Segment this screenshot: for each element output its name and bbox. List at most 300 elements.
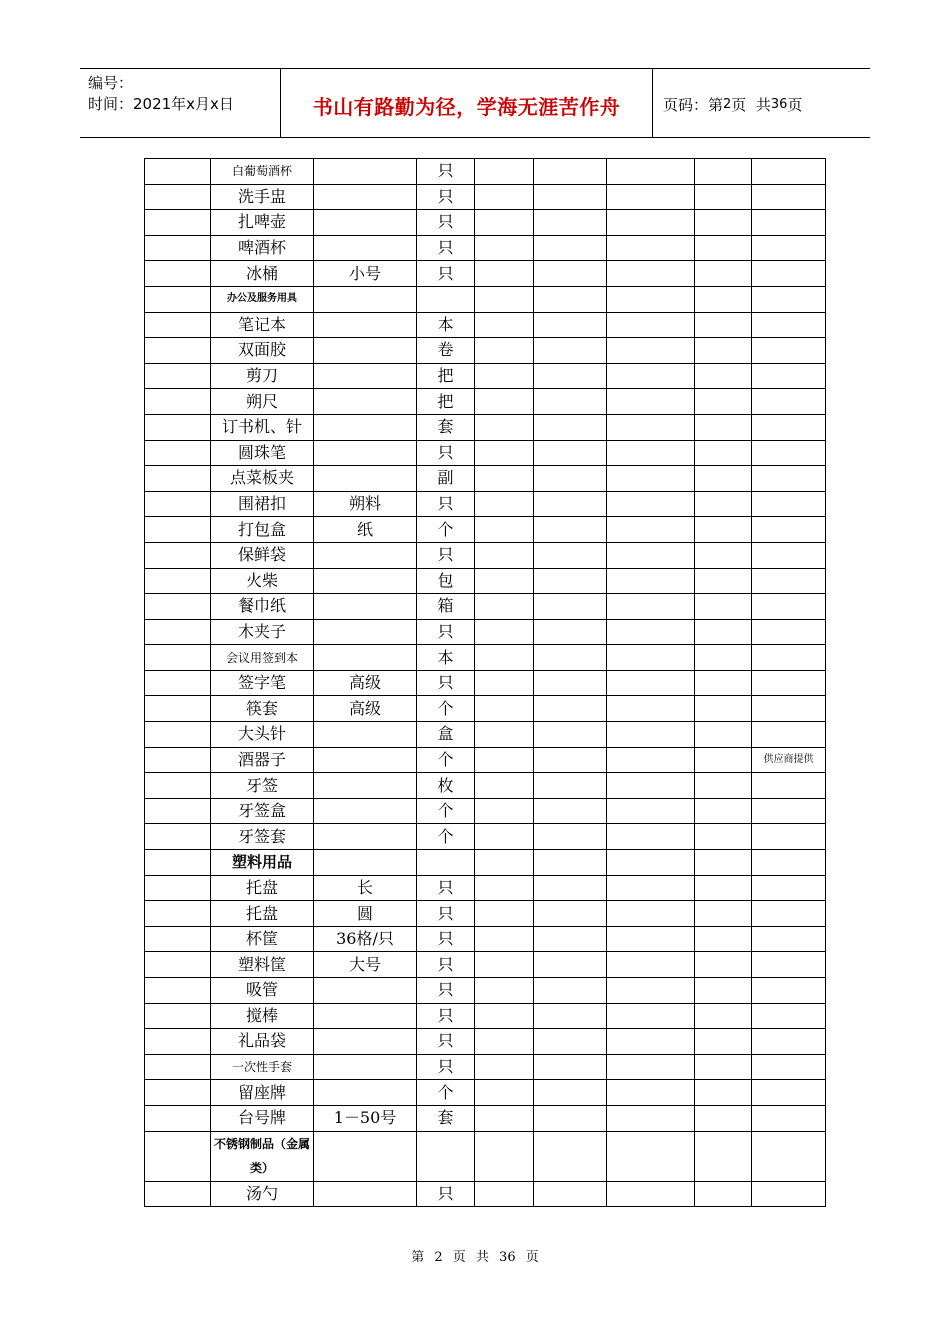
item-spec-cell (314, 440, 417, 466)
index-cell (145, 235, 211, 261)
index-cell (145, 338, 211, 364)
blank-cell (475, 1181, 534, 1207)
item-name-cell: 塑料筐 (211, 952, 314, 978)
blank-cell (695, 1054, 752, 1080)
blank-cell (534, 952, 607, 978)
item-note-cell (752, 722, 826, 748)
item-note-cell (752, 1080, 826, 1106)
page-suffix: 页 (787, 95, 803, 114)
table-row (145, 363, 826, 389)
item-spec-cell (314, 645, 417, 671)
item-note-cell (752, 952, 826, 978)
blank-cell (475, 338, 534, 364)
item-name-cell: 礼品袋 (211, 1029, 314, 1055)
blank-cell (695, 952, 752, 978)
table-row (145, 645, 826, 671)
table-row (145, 466, 826, 492)
blank-cell (607, 1029, 695, 1055)
blank-cell (607, 491, 695, 517)
blank-cell (695, 1181, 752, 1207)
item-name-cell: 餐巾纸 (211, 594, 314, 620)
blank-cell (695, 722, 752, 748)
blank-cell (695, 389, 752, 415)
item-note-cell (752, 414, 826, 440)
item-note-cell (752, 159, 826, 185)
item-spec-cell (314, 773, 417, 799)
blank-cell (695, 210, 752, 236)
item-unit-cell: 把 (417, 389, 475, 415)
index-cell (145, 414, 211, 440)
index-cell (145, 466, 211, 492)
blank-cell (607, 542, 695, 568)
item-name-cell: 白葡萄酒杯 (211, 159, 314, 185)
item-note-cell (752, 773, 826, 799)
table-row (145, 1003, 826, 1029)
item-unit-cell: 只 (417, 235, 475, 261)
blank-cell (695, 517, 752, 543)
table-row (145, 389, 826, 415)
item-note-cell (752, 568, 826, 594)
table-row (145, 235, 826, 261)
item-spec-cell (314, 210, 417, 236)
item-name-cell: 木夹子 (211, 619, 314, 645)
blank-cell (534, 901, 607, 927)
table-row (145, 824, 826, 850)
blank-cell (475, 798, 534, 824)
blank-cell (475, 568, 534, 594)
item-spec-cell: 小号 (314, 261, 417, 287)
item-spec-cell (314, 978, 417, 1004)
blank-cell (475, 901, 534, 927)
item-note-cell (752, 184, 826, 210)
item-note-cell (752, 978, 826, 1004)
blank-cell (534, 1131, 607, 1181)
blank-cell (607, 901, 695, 927)
blank-cell (695, 542, 752, 568)
table-row (145, 491, 826, 517)
blank-cell (534, 312, 607, 338)
item-name-cell: 大头针 (211, 722, 314, 748)
blank-cell (475, 952, 534, 978)
blank-cell (607, 159, 695, 185)
blank-cell (607, 773, 695, 799)
item-name-cell: 牙签套 (211, 824, 314, 850)
item-name-cell: 塑料用品 (211, 850, 314, 876)
blank-cell (607, 363, 695, 389)
blank-cell (475, 184, 534, 210)
blank-cell (534, 747, 607, 773)
item-spec-cell (314, 798, 417, 824)
blank-cell (607, 389, 695, 415)
blank-cell (607, 747, 695, 773)
item-name-cell: 订书机、针 (211, 414, 314, 440)
blank-cell (695, 670, 752, 696)
item-spec-cell: 纸 (314, 517, 417, 543)
index-cell (145, 363, 211, 389)
blank-cell (607, 850, 695, 876)
item-unit-cell: 只 (417, 210, 475, 236)
item-name-cell: 办公及服务用具 (211, 286, 314, 312)
item-note-cell (752, 850, 826, 876)
item-unit-cell: 只 (417, 261, 475, 287)
blank-cell (695, 1105, 752, 1131)
index-cell (145, 645, 211, 671)
blank-cell (607, 312, 695, 338)
blank-cell (534, 798, 607, 824)
item-spec-cell (314, 824, 417, 850)
blank-cell (475, 1131, 534, 1181)
blank-cell (534, 670, 607, 696)
table-row (145, 568, 826, 594)
item-name-cell: 剪刀 (211, 363, 314, 389)
header-meta (80, 69, 280, 137)
item-note-cell (752, 542, 826, 568)
blank-cell (475, 645, 534, 671)
table-row (145, 338, 826, 364)
table-row (145, 1131, 826, 1181)
index-cell (145, 952, 211, 978)
item-note-cell (752, 261, 826, 287)
item-unit-cell: 卷 (417, 338, 475, 364)
item-note-cell (752, 670, 826, 696)
index-cell (145, 594, 211, 620)
blank-cell (607, 261, 695, 287)
item-spec-cell (314, 850, 417, 876)
item-unit-cell: 个 (417, 1080, 475, 1106)
table-row (145, 261, 826, 287)
table-row (145, 1105, 826, 1131)
index-cell (145, 696, 211, 722)
table-row (145, 312, 826, 338)
item-note-cell (752, 696, 826, 722)
item-note-cell (752, 1029, 826, 1055)
item-name-cell: 火柴 (211, 568, 314, 594)
blank-cell (475, 1003, 534, 1029)
item-name-cell: 笔记本 (211, 312, 314, 338)
blank-cell (607, 440, 695, 466)
item-unit-cell: 只 (417, 1054, 475, 1080)
blank-cell (534, 926, 607, 952)
page-prefix: 页码：第 (663, 95, 724, 114)
item-name-cell: 冰桶 (211, 261, 314, 287)
blank-cell (475, 363, 534, 389)
item-note-cell (752, 210, 826, 236)
blank-cell (695, 1080, 752, 1106)
item-name-cell: 托盘 (211, 901, 314, 927)
blank-cell (475, 1105, 534, 1131)
blank-cell (475, 722, 534, 748)
blank-cell (534, 645, 607, 671)
item-spec-cell (314, 312, 417, 338)
blank-cell (534, 159, 607, 185)
blank-cell (607, 619, 695, 645)
item-name-cell: 杯筐 (211, 926, 314, 952)
blank-cell (607, 670, 695, 696)
item-note-cell (752, 466, 826, 492)
item-spec-cell (314, 414, 417, 440)
blank-cell (695, 184, 752, 210)
blank-cell (695, 824, 752, 850)
item-unit-cell: 箱 (417, 594, 475, 620)
index-cell (145, 875, 211, 901)
item-name-cell: 扎啤壶 (211, 210, 314, 236)
blank-cell (475, 594, 534, 620)
blank-cell (607, 1054, 695, 1080)
blank-cell (475, 491, 534, 517)
item-unit-cell: 盒 (417, 722, 475, 748)
blank-cell (695, 235, 752, 261)
blank-cell (695, 850, 752, 876)
blank-cell (695, 978, 752, 1004)
item-spec-cell: 长 (314, 875, 417, 901)
item-unit-cell: 只 (417, 952, 475, 978)
blank-cell (475, 619, 534, 645)
blank-cell (607, 184, 695, 210)
item-spec-cell: 大号 (314, 952, 417, 978)
item-name-cell: 会议用签到本 (211, 645, 314, 671)
item-spec-cell (314, 389, 417, 415)
item-spec-cell: 圆 (314, 901, 417, 927)
index-cell (145, 261, 211, 287)
table-body (145, 159, 826, 1207)
table-row (145, 517, 826, 543)
table-row (145, 184, 826, 210)
blank-cell (607, 722, 695, 748)
blank-cell (607, 210, 695, 236)
table-row (145, 722, 826, 748)
item-name-cell: 搅棒 (211, 1003, 314, 1029)
blank-cell (695, 1003, 752, 1029)
blank-cell (607, 798, 695, 824)
blank-cell (534, 389, 607, 415)
motto: 书山有路勤为径，学海无涯苦作舟 (280, 69, 653, 137)
blank-cell (534, 440, 607, 466)
item-name-cell: 保鲜袋 (211, 542, 314, 568)
page-mid: 页 共 (731, 95, 771, 114)
item-spec-cell: 高级 (314, 670, 417, 696)
table-row (145, 542, 826, 568)
item-note-cell (752, 1131, 826, 1181)
item-note-cell (752, 926, 826, 952)
index-cell (145, 1131, 211, 1181)
table-row (145, 926, 826, 952)
blank-cell (607, 466, 695, 492)
table-row (145, 414, 826, 440)
item-unit-cell: 只 (417, 978, 475, 1004)
item-unit-cell: 只 (417, 542, 475, 568)
table-row (145, 1181, 826, 1207)
blank-cell (695, 312, 752, 338)
table-row (145, 210, 826, 236)
blank-cell (695, 1131, 752, 1181)
item-spec-cell (314, 568, 417, 594)
index-cell (145, 286, 211, 312)
item-note-cell (752, 1054, 826, 1080)
index-cell (145, 517, 211, 543)
item-note-cell (752, 491, 826, 517)
item-note-cell (752, 1181, 826, 1207)
item-unit-cell: 只 (417, 1181, 475, 1207)
item-note-cell (752, 1105, 826, 1131)
item-unit-cell: 只 (417, 491, 475, 517)
blank-cell (607, 952, 695, 978)
table-row (145, 286, 826, 312)
item-spec-cell (314, 235, 417, 261)
time-label: 时间：2021年x月x日 (88, 95, 234, 113)
index-cell (145, 798, 211, 824)
blank-cell (607, 338, 695, 364)
supplies-table (144, 158, 826, 1207)
blank-cell (695, 594, 752, 620)
index-cell (145, 670, 211, 696)
item-spec-cell (314, 286, 417, 312)
blank-cell (607, 517, 695, 543)
table-row (145, 875, 826, 901)
item-name-cell: 一次性手套 (211, 1054, 314, 1080)
blank-cell (534, 594, 607, 620)
item-unit-cell: 副 (417, 466, 475, 492)
item-note-cell (752, 1003, 826, 1029)
item-unit-cell: 个 (417, 696, 475, 722)
blank-cell (475, 466, 534, 492)
blank-cell (475, 1029, 534, 1055)
blank-cell (607, 696, 695, 722)
blank-cell (534, 850, 607, 876)
blank-cell (695, 1029, 752, 1055)
index-cell (145, 747, 211, 773)
item-note-cell (752, 645, 826, 671)
table-row (145, 696, 826, 722)
blank-cell (695, 159, 752, 185)
blank-cell (534, 1181, 607, 1207)
item-name-cell: 托盘 (211, 875, 314, 901)
blank-cell (695, 926, 752, 952)
number-label: 编号： (88, 74, 134, 92)
item-unit-cell (417, 286, 475, 312)
item-unit-cell: 本 (417, 312, 475, 338)
index-cell (145, 824, 211, 850)
index-cell (145, 1080, 211, 1106)
item-unit-cell: 只 (417, 1029, 475, 1055)
index-cell (145, 491, 211, 517)
blank-cell (534, 978, 607, 1004)
blank-cell (534, 1029, 607, 1055)
index-cell (145, 978, 211, 1004)
item-note-cell (752, 338, 826, 364)
item-spec-cell (314, 184, 417, 210)
item-unit-cell: 只 (417, 901, 475, 927)
blank-cell (534, 568, 607, 594)
blank-cell (475, 747, 534, 773)
blank-cell (475, 1054, 534, 1080)
item-unit-cell (417, 850, 475, 876)
table-row (145, 798, 826, 824)
item-unit-cell: 套 (417, 414, 475, 440)
item-unit-cell: 个 (417, 824, 475, 850)
item-unit-cell: 枚 (417, 773, 475, 799)
item-note-cell (752, 798, 826, 824)
blank-cell (475, 850, 534, 876)
item-note-cell: 供应商提供 (752, 747, 826, 773)
blank-cell (695, 619, 752, 645)
blank-cell (695, 491, 752, 517)
blank-cell (475, 926, 534, 952)
item-unit-cell: 只 (417, 440, 475, 466)
blank-cell (695, 440, 752, 466)
blank-cell (534, 466, 607, 492)
item-spec-cell (314, 466, 417, 492)
table-row (145, 747, 826, 773)
blank-cell (695, 696, 752, 722)
item-name-cell: 圆珠笔 (211, 440, 314, 466)
blank-cell (607, 414, 695, 440)
item-spec-cell (314, 1029, 417, 1055)
blank-cell (607, 1105, 695, 1131)
index-cell (145, 210, 211, 236)
blank-cell (534, 542, 607, 568)
blank-cell (534, 414, 607, 440)
blank-cell (695, 466, 752, 492)
blank-cell (534, 875, 607, 901)
blank-cell (607, 286, 695, 312)
index-cell (145, 1054, 211, 1080)
blank-cell (695, 414, 752, 440)
item-name-cell: 筷套 (211, 696, 314, 722)
table-row (145, 773, 826, 799)
item-spec-cell (314, 338, 417, 364)
item-unit-cell: 只 (417, 619, 475, 645)
index-cell (145, 542, 211, 568)
index-cell (145, 1181, 211, 1207)
blank-cell (475, 824, 534, 850)
blank-cell (534, 517, 607, 543)
index-cell (145, 773, 211, 799)
item-spec-cell (314, 619, 417, 645)
item-unit-cell (417, 1131, 475, 1181)
index-cell (145, 1105, 211, 1131)
blank-cell (475, 286, 534, 312)
blank-cell (695, 901, 752, 927)
blank-cell (475, 517, 534, 543)
item-name-cell: 牙签 (211, 773, 314, 799)
item-note-cell (752, 619, 826, 645)
blank-cell (534, 1054, 607, 1080)
item-name-cell: 双面胶 (211, 338, 314, 364)
item-name-cell: 吸管 (211, 978, 314, 1004)
item-unit-cell: 个 (417, 517, 475, 543)
blank-cell (534, 722, 607, 748)
blank-cell (475, 875, 534, 901)
item-name-cell: 牙签盒 (211, 798, 314, 824)
blank-cell (695, 261, 752, 287)
item-spec-cell: 高级 (314, 696, 417, 722)
item-note-cell (752, 235, 826, 261)
index-cell (145, 926, 211, 952)
blank-cell (607, 824, 695, 850)
item-unit-cell: 只 (417, 1003, 475, 1029)
blank-cell (534, 261, 607, 287)
blank-cell (607, 235, 695, 261)
item-spec-cell (314, 542, 417, 568)
blank-cell (607, 645, 695, 671)
blank-cell (534, 338, 607, 364)
table-row (145, 952, 826, 978)
item-name-cell: 汤勺 (211, 1181, 314, 1207)
blank-cell (607, 875, 695, 901)
page-header (80, 68, 870, 138)
item-note-cell (752, 824, 826, 850)
item-spec-cell (314, 1003, 417, 1029)
